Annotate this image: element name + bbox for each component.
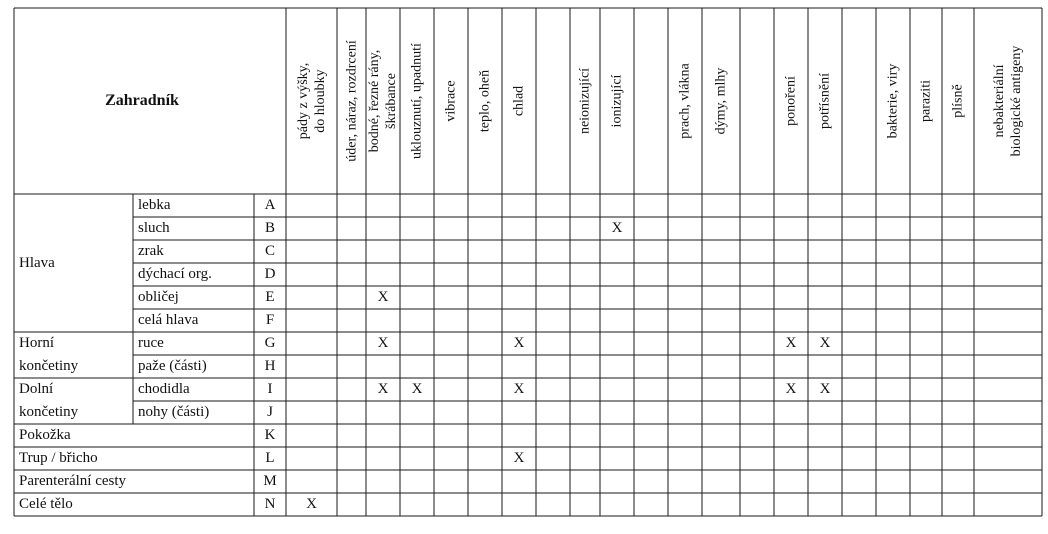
risk-column-label: potřísnění: [817, 73, 833, 129]
risk-column-header: [702, 8, 740, 194]
risk-column-header: [400, 8, 434, 194]
risk-column-header: [570, 8, 600, 194]
body-part-label: ruce: [138, 335, 164, 351]
risk-column-label: úder, náraz, rozdrcení: [344, 40, 359, 162]
risk-column-header: [774, 8, 808, 194]
body-region-label: Celé tělo: [19, 496, 73, 512]
risk-column-label: teplo, oheň: [477, 69, 493, 133]
risk-column-header: [434, 8, 468, 194]
hazard-mark: X: [611, 220, 623, 236]
risk-column-header: [337, 8, 366, 194]
row-code: J: [267, 404, 273, 420]
hazard-mark: X: [411, 381, 423, 397]
risk-column-label: ionizující: [609, 74, 625, 128]
row-code: G: [264, 335, 276, 351]
risk-column-header: [974, 8, 1042, 194]
body-part-label: dýchací org.: [138, 266, 212, 282]
hazard-mark: X: [785, 335, 797, 351]
row-code: N: [264, 496, 276, 512]
risk-column-label: škrábance: [384, 73, 399, 129]
risk-column-label: bakterie, viry: [885, 63, 901, 139]
hazard-mark: X: [785, 381, 797, 397]
risk-column-label: pády z výšky,: [295, 62, 311, 140]
hazard-mark: X: [819, 335, 831, 351]
row-code: F: [265, 312, 275, 328]
body-region-label: Pokožka: [19, 427, 71, 443]
risk-column-header: [502, 8, 536, 194]
row-code: I: [267, 381, 273, 397]
row-code: B: [264, 220, 275, 236]
body-region-label: Trup / břicho: [19, 450, 98, 466]
risk-column-header: [536, 8, 570, 194]
table-title: Zahradník: [105, 91, 179, 109]
risk-column-label: bodné, řezné rány,: [367, 49, 382, 153]
risk-column-header: [468, 8, 502, 194]
risk-column-label: dýmy, mlhy: [713, 67, 729, 135]
row-code: K: [264, 427, 276, 443]
risk-column-header: [942, 8, 974, 194]
risk-column-header: [876, 8, 910, 194]
row-code: D: [264, 266, 276, 282]
row-code: E: [265, 289, 275, 305]
risk-column-label: biologické antigeny: [1009, 45, 1024, 157]
risk-column-header: [634, 8, 668, 194]
risk-column-label: do hloubky: [312, 69, 328, 133]
risk-column-header: [740, 8, 774, 194]
hazard-mark: X: [819, 381, 831, 397]
risk-column-header: [286, 8, 337, 194]
hazard-mark: X: [377, 289, 389, 305]
body-part-label: nohy (části): [138, 404, 210, 420]
body-part-label: paže (části): [138, 358, 207, 374]
body-region-label: Horní končetiny: [19, 335, 79, 374]
body-region-label: Dolní končetiny: [19, 381, 79, 420]
risk-column-header: [842, 8, 876, 194]
row-code: A: [264, 197, 276, 213]
body-part-label: zrak: [138, 243, 164, 259]
hazard-mark: X: [513, 335, 525, 351]
body-region-label: Parenterální cesty: [19, 473, 127, 489]
body-region-label: Hlava: [19, 254, 55, 271]
risk-column-label: ponoření: [783, 76, 799, 126]
risk-column-label: neionizující: [577, 67, 593, 135]
risk-column-header: [910, 8, 942, 194]
row-code: C: [264, 243, 275, 259]
body-part-label: sluch: [138, 220, 170, 236]
hazard-mark: X: [513, 381, 525, 397]
risk-column-label: prach, vlákna: [677, 63, 693, 139]
body-part-label: lebka: [138, 197, 171, 213]
risk-column-label: plísně: [950, 84, 966, 118]
row-code: M: [263, 473, 277, 489]
risk-column-label: vibrace: [443, 80, 459, 122]
row-code: L: [265, 450, 275, 466]
risk-column-label: uklouznutí, upadnutí: [409, 43, 425, 159]
risk-column-header: [366, 8, 400, 194]
hazard-mark: X: [377, 381, 389, 397]
row-code: H: [264, 358, 276, 374]
body-part-label: chodidla: [138, 381, 190, 397]
body-part-label: celá hlava: [138, 312, 199, 328]
hazard-mark: X: [377, 335, 389, 351]
hazard-mark: X: [513, 450, 525, 466]
risk-column-header: [600, 8, 634, 194]
risk-column-header: [808, 8, 842, 194]
risk-column-label: nebakteriální: [992, 64, 1007, 138]
body-part-label: obličej: [138, 289, 179, 305]
risk-column-label: chlad: [511, 85, 527, 117]
risk-column-label: paraziti: [918, 80, 934, 122]
risk-column-header: [668, 8, 702, 194]
hazard-mark: X: [306, 496, 317, 512]
